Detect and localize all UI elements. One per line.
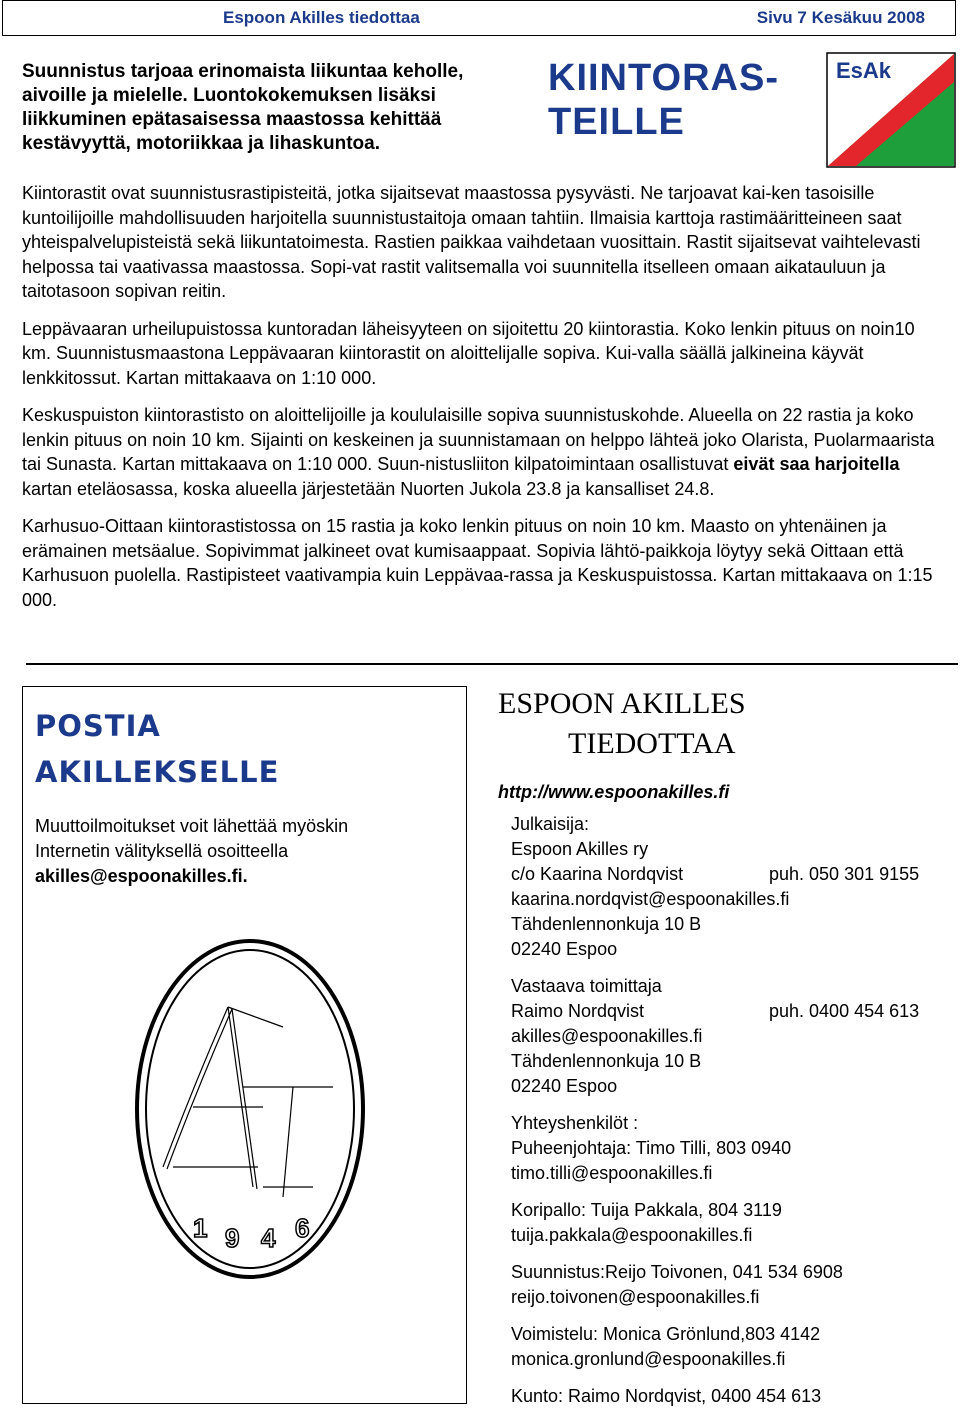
header-page-date: Sivu 7 Kesäkuu 2008: [756, 8, 925, 27]
svg-text:4: 4: [261, 1223, 276, 1253]
email-link[interactable]: tuija.pakkala@espoonakilles.fi: [511, 1225, 753, 1245]
paragraph: Leppävaaran urheilupuistossa kuntoradan läheisyyteen on sijoitettu 20 kiintorastia. Koko lenkin pituus on noin10 km. Suunnistusmaastona Leppävaaran kiintorastit on aloittelijalle sopiva. Kui-valla säällä jalkineina käyvät lenkkitossut. Kartan mittakaava on 1:10 000.: [22, 318, 915, 388]
article-title: KIINTORAS- TEILLE: [548, 57, 779, 143]
email-link[interactable]: monica.gronlund@espoonakilles.fi: [511, 1349, 786, 1369]
email-link[interactable]: timo.tilli@espoonakilles.fi: [511, 1163, 713, 1183]
page-header: [2, 0, 956, 36]
postia-title: POSTIA AKILLEKSELLE: [35, 709, 280, 789]
logo-text: EsAk: [836, 58, 892, 83]
newsletter-title: ESPOON AKILLES TIEDOTTAA: [498, 687, 746, 760]
article-body: [22, 181, 942, 625]
paragraph: Keskuspuiston kiintorastisto on aloittelijoille ja koululaisille sopiva suunnistuskohde. Alueella on 22 rastia ja koko lenkin pituus on noin 10 km. Sijainti on keskeinen ja suunnistamaan on helppo lähteä joko Olarista, Puolarmaarista tai Sunasta. Kartan mittakaava on 1:10 000. Suun-nistusliiton kilpatoimintaan osallistuvat eivät saa harjoitella kartan eteläosassa, koska alueella järjestetään Nuorten Jukola 23.8 ja kansalliset 24.8.: [22, 405, 935, 499]
divider: [26, 663, 958, 665]
editor-block: Vastaava toimittaja Raimo Nordqvist puh. 0400 454 613 akilles@espoonakilles.fi Tähdenlennonkuja 10 B 02240 Espoo: [511, 974, 956, 1099]
contact-info: Julkaisija: Espoon Akilles ry c/o Kaarina Nordqvist puh. 050 301 9155 kaarina.nordqvist@espoonakilles.fi Tähdenlennonkuja 10 B 02240 Espoo Vastaava toimittaja Raimo Nordqvist puh. 0400 454 613 akilles@espoonakilles.fi Tähdenlennonkuja 10 B 02240 Espoo Yhteyshenkilöt : Puheenjohtaja: Timo Tilli, 803 0940 timo.tilli@espoonakilles.fi Koripallo: Tuija Pakkala, 804 3119 tuija.pakkala@espoonakilles.fi Suunnistus:Reijo Toivonen, 041 534 6908 reijo.toivonen@espoonakilles.fi Voimistelu: Monica Grönlund,803 4142 monica.gronlund@espoonakilles.fi Kunto: Raimo Nordqvist, 0400 454 613: [511, 812, 956, 1421]
contact-persons: Yhteyshenkilöt : Puheenjohtaja: Timo Tilli, 803 0940 timo.tilli@espoonakilles.fi: [511, 1111, 956, 1186]
paragraph: Karhusuo-Oittaan kiintorastistossa on 15 rastia ja koko lenkin pituus on noin 10 km. Maasto on yhtenäinen ja erämainen metsäalue. Sopivimmat jalkineet ovat kumisaappaat. Sopivia lähtö-paikkoja löytyy sekä Oittaan että Karhusuon puolella. Rastipisteet vaativampia kuin Leppävaa-rassa ja Keskuspuistossa. Kartan mittakaava on 1:15 000.: [22, 516, 933, 610]
header-publication: Espoon Akilles tiedottaa: [223, 8, 420, 27]
paragraph: Kiintorastit ovat suunnistusrastipisteitä, jotka sijaitsevat maastossa pysyvästi. Ne tarjoavat kai-ken tasoisille kuntoilijoille mahdollisuuden harjoitella suunnistustaitoja omaan tahtiin. Ilmaisia karttoja rastimääritteineen saat yhteispalvelupisteistä sekä liikuntatoimesta. Rastien paikkaa vaihdetaan vuosittain. Rastit sijaitsevat vaihtelevasti helpossa tai vaativassa maastossa. Sopi-vat rastit valitsemalla voi suunnitella itselleen omaan aikatauluun ja taitotasoon sopivan reitin.: [22, 183, 921, 301]
svg-text:9: 9: [225, 1223, 240, 1253]
email-link[interactable]: kaarina.nordqvist@espoonakilles.fi: [511, 889, 790, 909]
postia-text: Muuttoilmoitukset voit lähettää myöskin Internetin välityksellä osoitteella akilles@espoonakilles.fi.: [35, 814, 445, 889]
publisher-block: Julkaisija: Espoon Akilles ry c/o Kaarina Nordqvist puh. 050 301 9155 kaarina.nordqvist@espoonakilles.fi Tähdenlennonkuja 10 B 02240 Espoo: [511, 812, 956, 962]
svg-text:6: 6: [295, 1213, 310, 1243]
club-emblem-icon: [133, 937, 368, 1282]
postia-email: akilles@espoonakilles.fi.: [35, 866, 248, 886]
email-link[interactable]: reijo.toivonen@espoonakilles.fi: [511, 1287, 760, 1307]
esak-logo: [826, 52, 956, 168]
email-link[interactable]: akilles@espoonakilles.fi: [511, 1026, 703, 1046]
postia-box: [22, 686, 467, 1404]
website-link[interactable]: http://www.espoonakilles.fi: [498, 782, 730, 802]
intro-text: Suunnistus tarjoaa erinomaista liikuntaa keholle, aivoille ja mielelle. Luontokokemuksen lisäksi liikkuminen epätasaisessa maastossa kehittää kestävyyttä, motoriikkaa ja lihaskuntoa.: [22, 61, 464, 154]
svg-text:1: 1: [193, 1213, 208, 1243]
